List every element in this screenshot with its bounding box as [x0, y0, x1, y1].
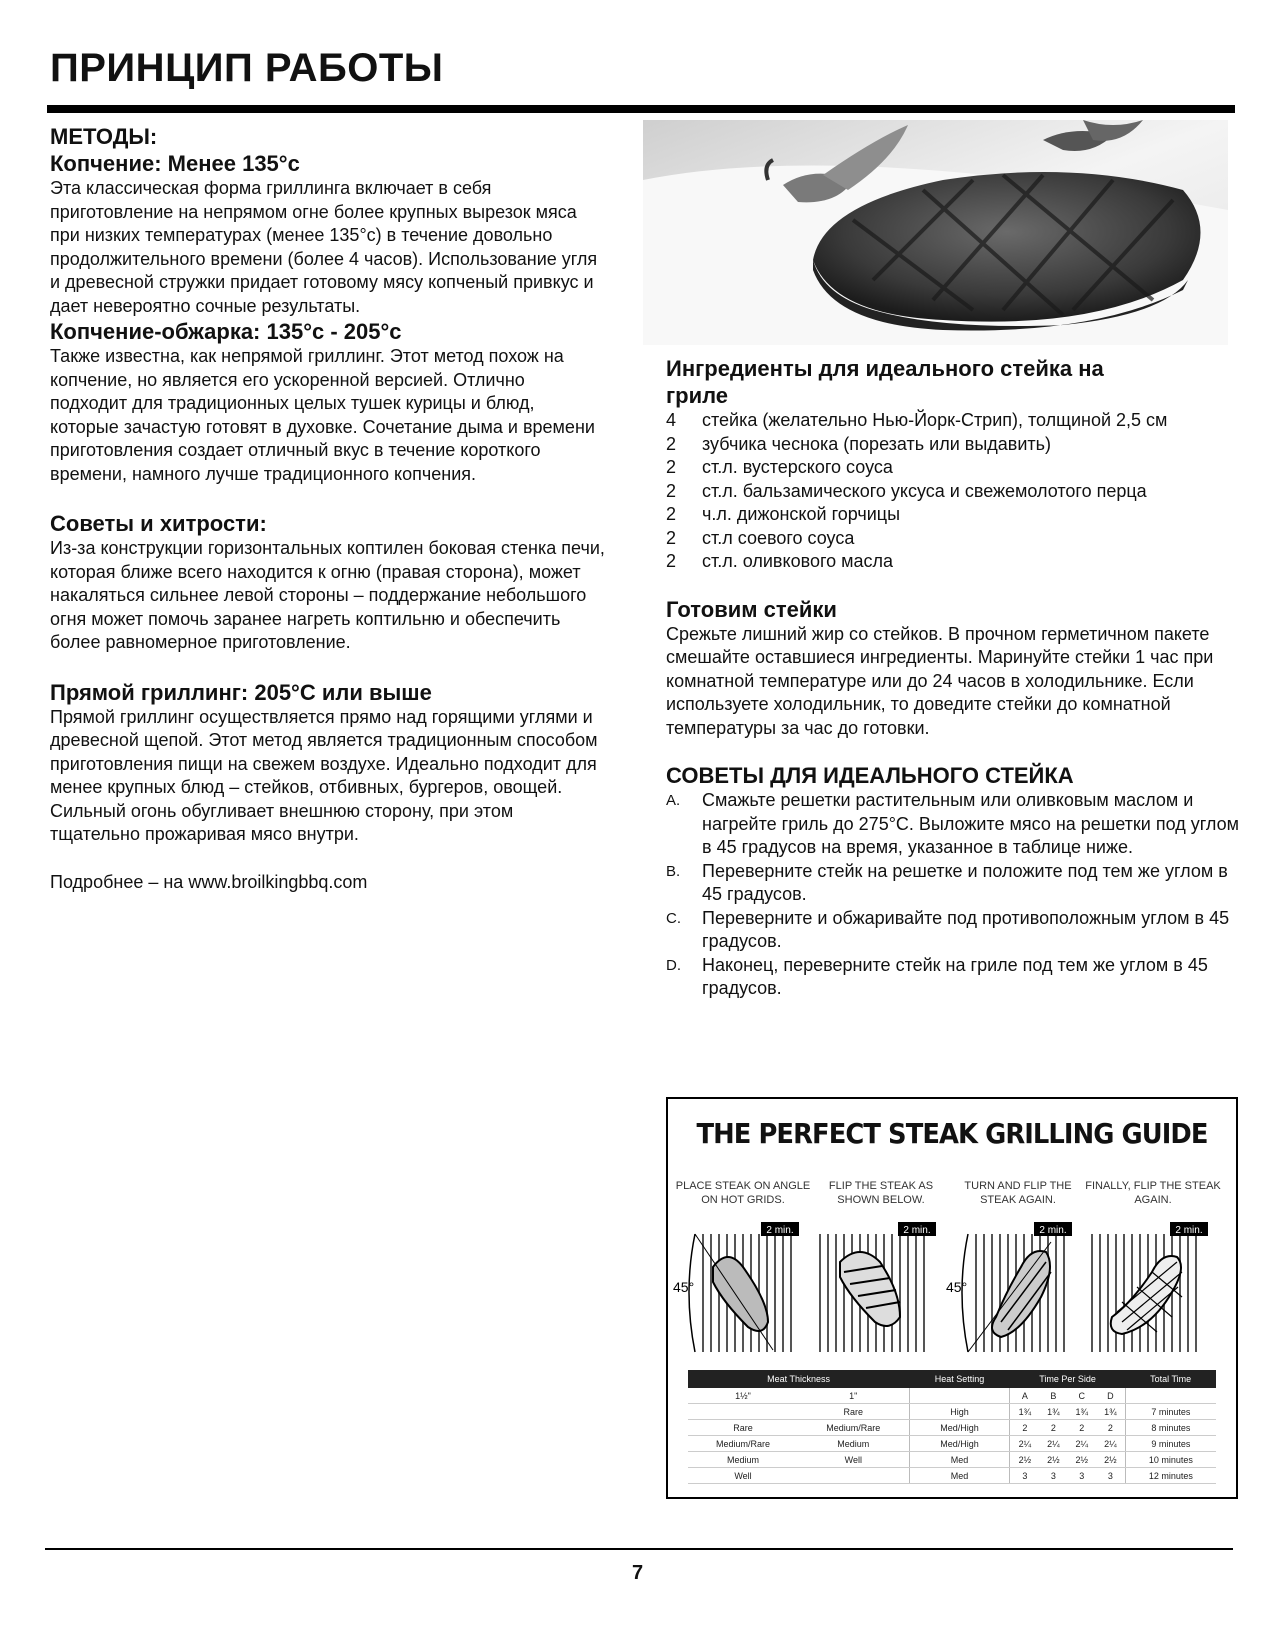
table-cell: [1125, 1388, 1216, 1404]
table-cell: Med: [909, 1452, 1010, 1468]
direct-grilling-text: Прямой гриллинг осуществляется прямо над горящими углями и древесной щепой. Этот метод является традиционным способом приготовления пищи на свежем воздухе. Идеально подходит для менее крупных блюд – стейков, отбивных, бургеров, овощей. Сильный огонь обугливает внешнюю сторону, при этом тщательно прожаривая мясо внутри.: [50, 706, 598, 844]
ingredients-list: [666, 409, 1251, 574]
smoking-text: Эта классическая форма гриллинга включает в себя приготовление на непрямом огне более крупных вырезок мяса при низких температурах (менее 135°с) в течение довольно продолжительного времени (более 4 часов). Использование угля и древесной стружки придает готовому мясу копченый привкус и дает невероятно сочные результаты.: [50, 178, 598, 316]
table-row: [688, 1420, 1216, 1436]
table-cell: [909, 1388, 1010, 1404]
ingredient-item: [666, 550, 1251, 574]
table-cell: 2¼: [1010, 1436, 1039, 1452]
prep-heading: Готовим стейки: [666, 596, 837, 622]
table-cell: 2: [1010, 1420, 1039, 1436]
steak-tips-list: [666, 789, 1251, 1001]
table-cell: 2½: [1039, 1452, 1067, 1468]
ingredient-item: [666, 480, 1251, 504]
footer-rule: [45, 1548, 1233, 1550]
table-cell: Med/High: [909, 1436, 1010, 1452]
steak-tip-letter: A.: [666, 792, 681, 809]
table-cell: 3: [1010, 1468, 1039, 1484]
table-cell: A: [1010, 1388, 1039, 1404]
smoke-roast-text: Также известна, как непрямой гриллинг. Этот метод похож на копчение, но является его ускоренной версией. Отлично подходит для традиционных целых тушек курицы и блюд, которые зачастую готовят в духовке. Сочетание дыма и времени приготовления создает отличный вкус в течение короткого времени, намного лучше традиционного копчения.: [50, 346, 595, 484]
table-cell: 1¾: [1039, 1404, 1067, 1420]
steak-tip-letter: D.: [666, 956, 681, 974]
guide-title: THE PERFECT STEAK GRILLING GUIDE: [696, 1117, 1208, 1150]
direct-grilling-heading: Прямой гриллинг: 205°С или выше: [50, 679, 432, 705]
steak-tip-text: Переверните и обжаривайте под противоположным углом в 45 градусов.: [702, 907, 1230, 951]
table-cell: 2¼: [1096, 1436, 1125, 1452]
table-row: [688, 1404, 1216, 1420]
tips-heading: Советы и хитрости:: [50, 511, 267, 536]
ingredient-qty: 2: [666, 504, 677, 524]
table-cell: 9 minutes: [1125, 1436, 1216, 1452]
title-rule: [47, 105, 1235, 113]
th-time-per-side: Time Per Side: [1010, 1370, 1125, 1388]
th-total-time: Total Time: [1125, 1370, 1216, 1388]
guide-step-4: FINALLY, FLIP THE STEAK AGAIN.: [1085, 1180, 1221, 1206]
ingredient-item: [666, 527, 1251, 551]
steak-tip-letter: C.: [666, 909, 681, 927]
time-badge-4: 2 min.: [1175, 1225, 1203, 1236]
table-cell: 10 minutes: [1125, 1452, 1216, 1468]
ingredient-qty: 2: [666, 480, 677, 501]
table-cell: Medium/Rare: [798, 1420, 909, 1436]
table-cell: Medium: [798, 1436, 909, 1452]
methods-heading: МЕТОДЫ:: [50, 124, 158, 149]
table-cell: 12 minutes: [1125, 1468, 1216, 1484]
steak-tip-text: Переверните стейк на решетке и положите под тем же углом в 45 градусов.: [702, 860, 1228, 904]
ingredient-text: ст.л. оливкового масла: [702, 551, 894, 571]
table-cell: 1½": [688, 1388, 798, 1404]
time-badge-2: 2 min.: [903, 1225, 931, 1236]
ingredient-qty: 2: [666, 527, 677, 548]
ingredient-qty: 2: [666, 457, 677, 477]
steak-tip-text: Смажьте решетки растительным или оливковым маслом и нагрейте гриль до 275°С. Выложите мясо на решетки под углом в 45 градусов на время, указанное в таблице ниже.: [702, 790, 1239, 857]
guide-diagram-3: [946, 1222, 1074, 1355]
table-row: [688, 1436, 1216, 1452]
right-column: [666, 355, 1251, 1001]
table-cell: Rare: [798, 1404, 909, 1420]
steak-tips-heading: СОВЕТЫ ДЛЯ ИДЕАЛЬНОГО СТЕЙКА: [666, 763, 1074, 788]
table-cell: 2½: [1010, 1452, 1039, 1468]
table-cell: Medium/Rare: [688, 1436, 798, 1452]
table-cell: Well: [798, 1452, 909, 1468]
table-row: [688, 1468, 1216, 1484]
table-cell: 2¼: [1039, 1436, 1067, 1452]
table-cell: 3: [1039, 1468, 1067, 1484]
table-row: [688, 1452, 1216, 1468]
ingredient-text: стейка (желательно Нью-Йорк-Стрип), толщиной 2,5 см: [702, 410, 1168, 430]
table-cell: D: [1096, 1388, 1125, 1404]
ingredient-text: ст.л соевого соуса: [702, 527, 855, 548]
table-cell: 8 minutes: [1125, 1420, 1216, 1436]
steak-tip-item: [666, 907, 1251, 954]
grilling-time-table: [688, 1370, 1216, 1484]
table-cell: 2¼: [1068, 1436, 1096, 1452]
table-cell: Medium: [688, 1452, 798, 1468]
table-cell: 2½: [1096, 1452, 1125, 1468]
ingredient-item: [666, 456, 1251, 480]
page-number: 7: [631, 1562, 644, 1584]
steak-tip-item: [666, 954, 1251, 1001]
page-title: ПРИНЦИП РАБОТЫ: [50, 46, 444, 90]
ingredient-item: [666, 409, 1251, 433]
grilling-guide: [666, 1097, 1238, 1499]
table-cell: C: [1068, 1388, 1096, 1404]
table-cell: 3: [1068, 1468, 1096, 1484]
prep-text: Срежьте лишний жир со стейков. В прочном герметичном пакете смешайте оставшиеся ингредиенты. Маринуйте стейки 1 час при комнатной температуре или до 24 часов в холодильнике. Если используете холодильник, то доведите стейки до комнатной температуры за час до готовки.: [666, 623, 1214, 738]
guide-diagram-1: [673, 1222, 801, 1355]
smoking-heading: Копчение: Менее 135°с: [50, 151, 300, 176]
table-cell: 1¾: [1068, 1404, 1096, 1420]
ingredient-text: ст.л. вустерского соуса: [702, 457, 893, 477]
th-meat-thickness: Meat Thickness: [688, 1370, 909, 1388]
ingredient-text: зубчика чеснока (порезать или выдавить): [702, 433, 1052, 454]
ingredient-text: ч.л. дижонской горчицы: [702, 504, 901, 524]
guide-diagram-4: [1082, 1222, 1210, 1355]
time-badge-1: 2 min.: [766, 1225, 794, 1236]
angle-label-3: 45°: [946, 1279, 968, 1295]
steak-tip-letter: B.: [666, 862, 681, 880]
steak-tip-item: [666, 789, 1251, 860]
table-cell: Well: [688, 1468, 798, 1484]
guide-step-1: PLACE STEAK ON ANGLE ON HOT GRIDS.: [675, 1180, 811, 1206]
guide-step-3: TURN AND FLIP THE STEAK AGAIN.: [964, 1180, 1072, 1206]
table-cell: 2½: [1068, 1452, 1096, 1468]
ingredient-qty: 2: [666, 551, 677, 571]
table-cell: Med: [909, 1468, 1010, 1484]
ingredients-heading: Ингредиенты для идеального стейка на гриле: [666, 356, 1104, 408]
table-cell: Med/High: [909, 1420, 1010, 1436]
table-cell: 2: [1068, 1420, 1096, 1436]
ingredient-qty: 2: [666, 433, 677, 454]
table-cell: High: [909, 1404, 1010, 1420]
angle-label-1: 45°: [673, 1279, 695, 1295]
ingredient-text: ст.л. бальзамического уксуса и свежемолотого перца: [702, 480, 1147, 501]
tips-text: Из-за конструкции горизонтальных коптилен боковая стенка печи, которая ближе всего находится к огню (правая сторона), может накаляться сильнее левой стороны – поддержание небольшого огня может помочь заранее нагреть коптильню и обеспечить более равномерное приготовление.: [50, 538, 605, 652]
time-badge-3: 2 min.: [1039, 1225, 1067, 1236]
guide-step-2: FLIP THE STEAK AS SHOWN BELOW.: [828, 1180, 934, 1206]
steak-tip-text: Наконец, переверните стейк на гриле под тем же углом в 45 градусов.: [702, 954, 1208, 998]
ingredient-item: [666, 503, 1251, 527]
table-cell: 7 minutes: [1125, 1404, 1216, 1420]
table-cell: 1¾: [1010, 1404, 1039, 1420]
table-cell: 2: [1039, 1420, 1067, 1436]
steak-tip-item: [666, 860, 1251, 907]
steak-photo: [643, 120, 1228, 345]
ingredient-item: [666, 433, 1251, 457]
table-cell: Rare: [688, 1420, 798, 1436]
guide-diagram-2: [810, 1222, 938, 1355]
ingredient-qty: 4: [666, 410, 677, 430]
th-heat-setting: Heat Setting: [909, 1370, 1010, 1388]
table-cell: [688, 1404, 798, 1420]
table-cell: [798, 1468, 909, 1484]
table-cell: B: [1039, 1388, 1067, 1404]
table-cell: 1": [798, 1388, 909, 1404]
table-cell: 2: [1096, 1420, 1125, 1436]
more-info-link[interactable]: Подробнее – на www.broilkingbbq.com: [50, 871, 368, 892]
table-cell: 3: [1096, 1468, 1125, 1484]
table-row: [688, 1388, 1216, 1404]
table-cell: 1¾: [1096, 1404, 1125, 1420]
smoke-roast-heading: Копчение-обжарка: 135°с - 205°с: [50, 319, 402, 344]
left-column: [50, 124, 605, 894]
